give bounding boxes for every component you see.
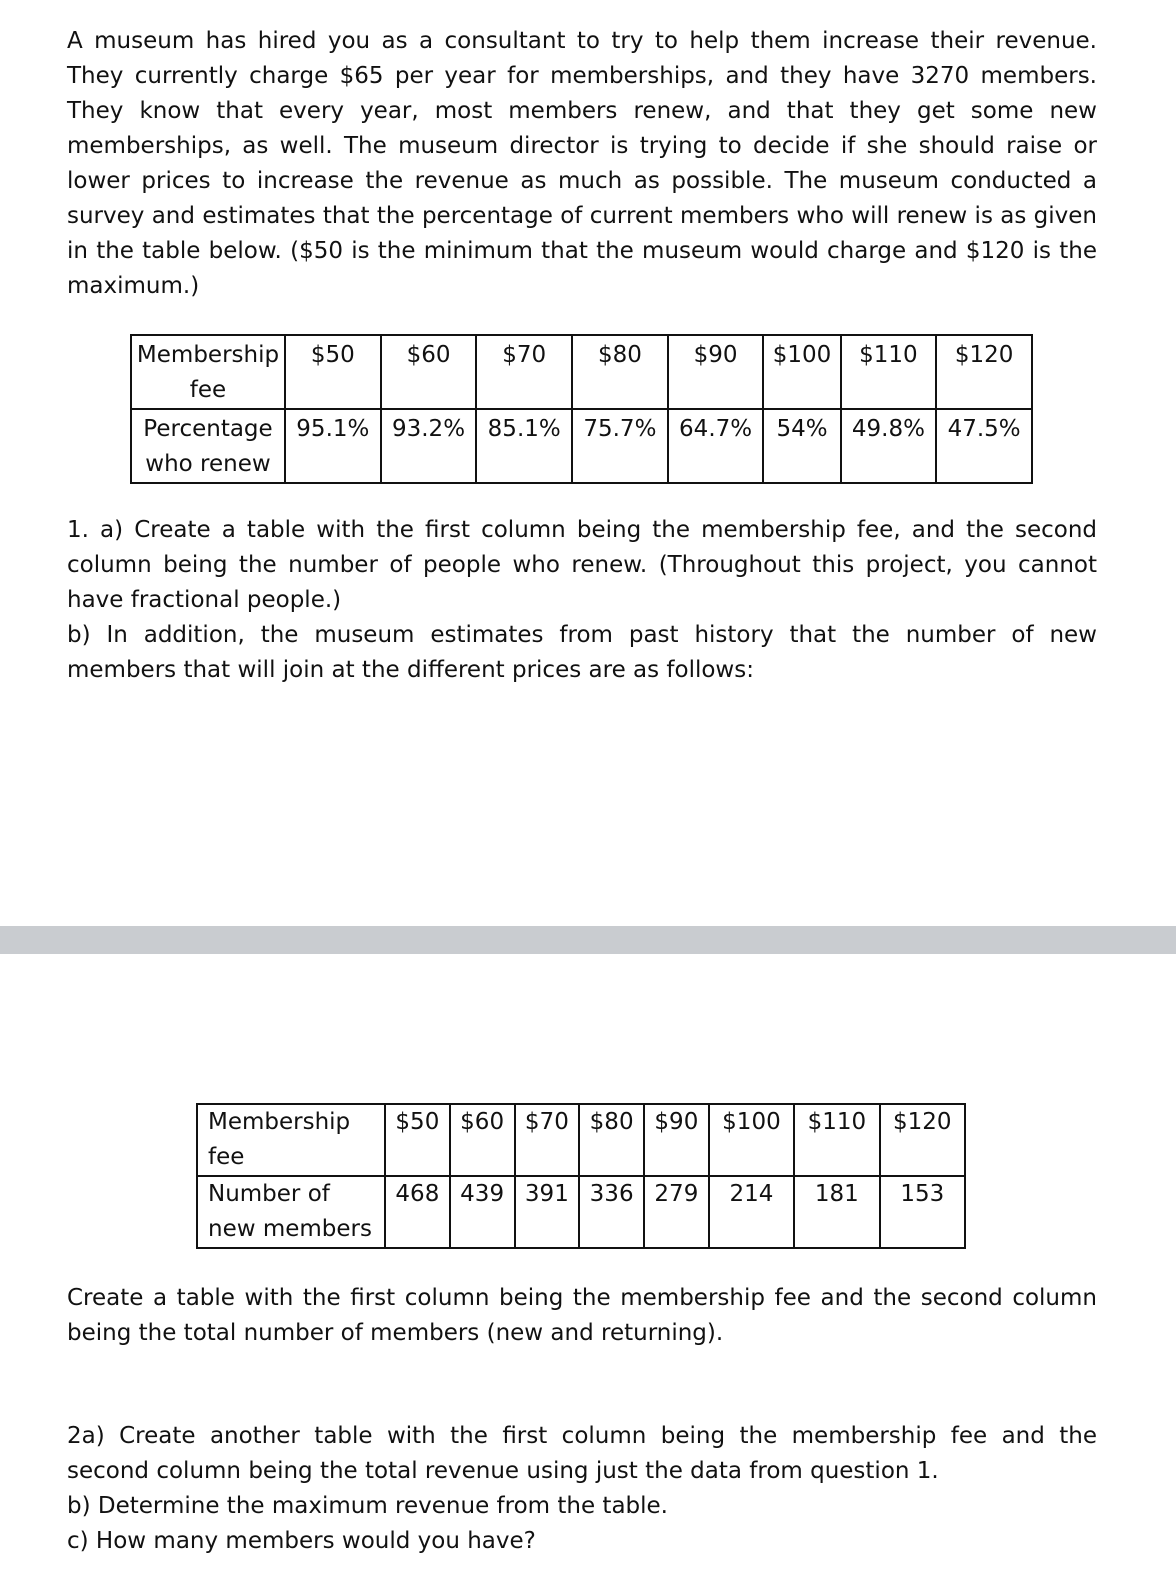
table-header-cell [131, 409, 285, 483]
header-label: Percentage [143, 416, 273, 442]
question-line: c) How many members would you have? [67, 1528, 536, 1554]
intro-line: They currently charge $65 per year for memberships, and they have 3270 members. [67, 63, 1097, 89]
percentage-cell: 75.7% [572, 409, 668, 483]
percentage-cell: 47.5% [936, 409, 1032, 483]
fee-cell: $50 [385, 1104, 450, 1176]
intro-line: in the table below. ($50 is the minimum that the museum would charge and $120 is the [67, 238, 1097, 264]
fee-cell: $70 [515, 1104, 580, 1176]
new-members-cell: 336 [579, 1176, 644, 1248]
question-line: b) Determine the maximum revenue from the table. [67, 1493, 668, 1519]
intro-line: They know that every year, most members renew, and that they get some new [67, 98, 1097, 124]
new-members-cell: 439 [450, 1176, 515, 1248]
total-members-question [67, 1281, 1097, 1351]
intro-line: lower prices to increase the revenue as much as possible. The museum conducted a [67, 168, 1097, 194]
table-row [197, 1104, 965, 1176]
fee-cell: $100 [709, 1104, 794, 1176]
header-label: fee [189, 377, 227, 403]
new-members-cell: 468 [385, 1176, 450, 1248]
table-header-cell [197, 1176, 385, 1248]
question-line: 1. a) Create a table with the first column being the membership fee, and the second [67, 517, 1097, 543]
fee-cell: $100 [763, 335, 840, 409]
fee-cell: $110 [841, 335, 937, 409]
fee-cell: $60 [381, 335, 477, 409]
table-row [197, 1176, 965, 1248]
fee-cell: $70 [476, 335, 572, 409]
fee-cell: $90 [668, 335, 764, 409]
question-1 [67, 513, 1097, 688]
header-label: Number of [208, 1181, 330, 1207]
percentage-cell: 54% [763, 409, 840, 483]
question-line: have fractional people.) [67, 587, 342, 613]
table-row [131, 409, 1032, 483]
question-line: Create a table with the first column being the membership fee and the second column [67, 1285, 1097, 1311]
table-header-cell [131, 335, 285, 409]
percentage-cell: 95.1% [285, 409, 381, 483]
table-row [131, 335, 1032, 409]
percentage-cell: 85.1% [476, 409, 572, 483]
percentage-cell: 93.2% [381, 409, 477, 483]
header-label: who renew [145, 451, 271, 477]
new-members-cell: 153 [880, 1176, 965, 1248]
new-members-cell: 214 [709, 1176, 794, 1248]
percentage-cell: 49.8% [841, 409, 937, 483]
new-members-cell: 391 [515, 1176, 580, 1248]
renewal-table [130, 334, 1033, 484]
intro-paragraph [67, 24, 1097, 304]
question-line: second column being the total revenue using just the data from question 1. [67, 1458, 939, 1484]
fee-cell: $120 [880, 1104, 965, 1176]
fee-cell: $110 [794, 1104, 879, 1176]
question-line: members that will join at the different prices are as follows: [67, 657, 754, 683]
fee-cell: $80 [579, 1104, 644, 1176]
fee-cell: $90 [644, 1104, 709, 1176]
fee-cell: $50 [285, 335, 381, 409]
header-label: new members [208, 1216, 372, 1242]
intro-line: memberships, as well. The museum director is trying to decide if she should raise or [67, 133, 1097, 159]
fee-cell: $120 [936, 335, 1032, 409]
intro-line: maximum.) [67, 273, 200, 299]
question-line: b) In addition, the museum estimates from past history that the number of new [67, 622, 1097, 648]
new-members-table [196, 1103, 966, 1249]
fee-cell: $60 [450, 1104, 515, 1176]
percentage-cell: 64.7% [668, 409, 764, 483]
new-members-cell: 279 [644, 1176, 709, 1248]
table-header-cell [197, 1104, 385, 1176]
fee-cell: $80 [572, 335, 668, 409]
question-line: 2a) Create another table with the first column being the membership fee and the [67, 1423, 1097, 1449]
header-label: fee [208, 1144, 245, 1170]
header-label: Membership [208, 1109, 351, 1135]
new-members-cell: 181 [794, 1176, 879, 1248]
question-2 [67, 1419, 1097, 1559]
intro-line: A museum has hired you as a consultant to try to help them increase their revenue. [67, 28, 1097, 54]
header-label: Membership [136, 342, 280, 368]
question-line: column being the number of people who renew. (Throughout this project, you cannot [67, 552, 1097, 578]
page-divider [0, 926, 1176, 954]
intro-line: survey and estimates that the percentage of current members who will renew is as given [67, 203, 1097, 229]
question-line: being the total number of members (new and returning). [67, 1320, 724, 1346]
